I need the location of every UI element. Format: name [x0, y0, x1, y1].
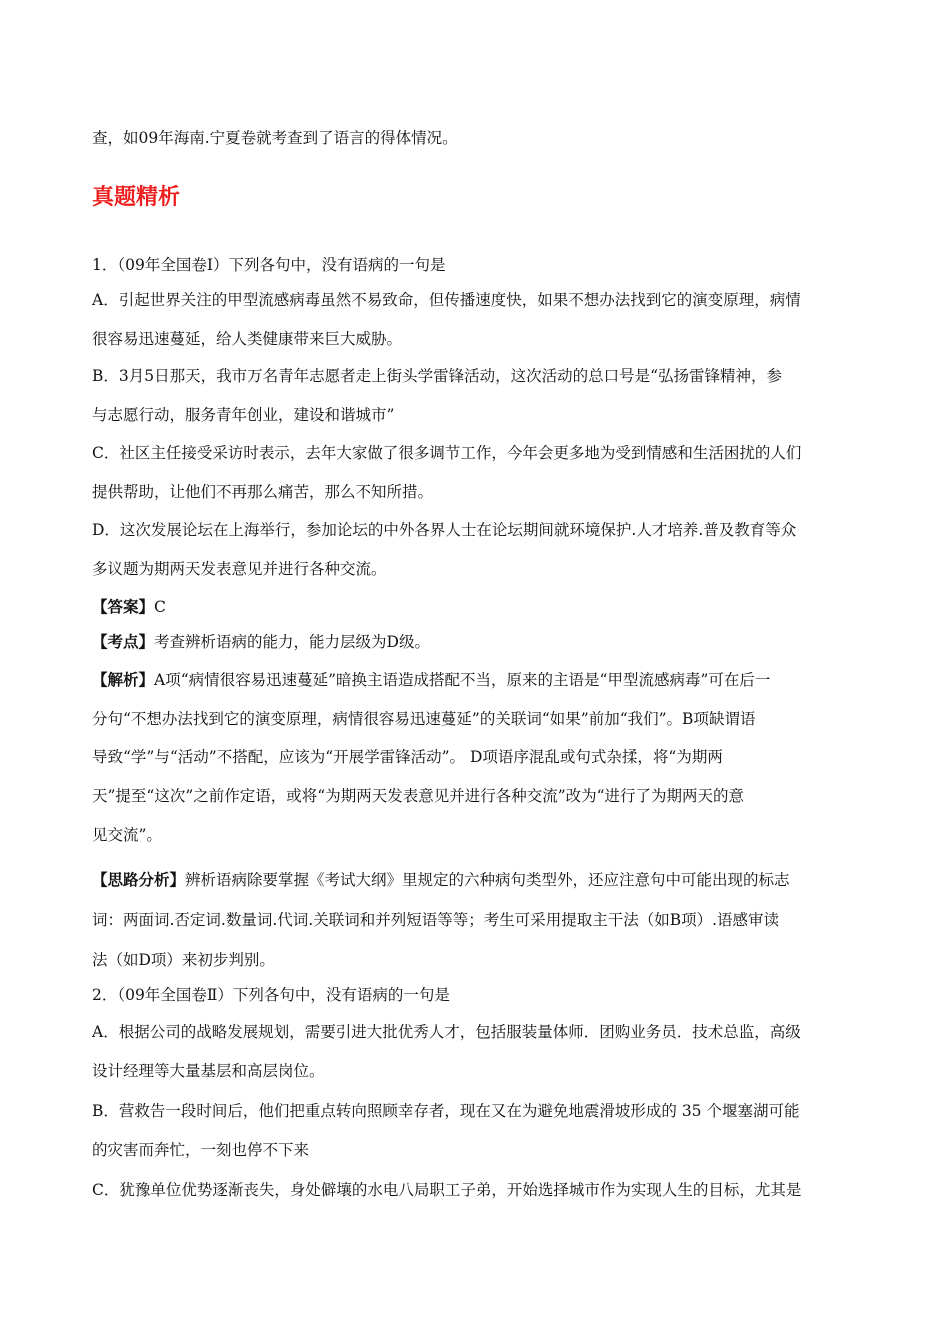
q2-option-c-line1: C．犹豫单位优势逐渐丧失，身处僻壤的水电八局职工子弟，开始选择城市作为实现人生的目标，尤其是 — [92, 1181, 802, 1199]
q1-analysis-line5: 见交流”。 — [92, 826, 162, 844]
q2-option-a-line2: 设计经理等大量基层和高层岗位。 — [92, 1062, 325, 1080]
q2-option-b-line1: B．营救告一段时间后，他们把重点转向照顾幸存者，现在又在为避免地震滑坡形成的 35 个堰塞湖可能 — [92, 1102, 800, 1120]
q2-option-b-line2: 的灾害而奔忙，一刻也停不下来 — [92, 1141, 310, 1159]
q1-option-b-line2: 与志愿行动，服务青年创业，建设和谐城市” — [92, 406, 395, 424]
q1-option-b-line1: B．3月5日那天，我市万名青年志愿者走上街头学雷锋活动，这次活动的总口号是“弘扬雷锋精神，参 — [92, 367, 783, 385]
q1-stem: 1．（09年全国卷Ⅰ）下列各句中，没有语病的一句是 — [92, 256, 446, 274]
idea-text: 辨析语病除要掌握《考试大纲》里规定的六种病句类型外，还应注意句中可能出现的标志 — [185, 871, 790, 889]
q1-option-a-line1: A．引起世界关注的甲型流感病毒虽然不易致命，但传播速度快，如果不想办法找到它的演变原理，病情 — [92, 291, 801, 309]
q1-analysis-line1 — [92, 670, 770, 690]
q1-answer — [92, 597, 166, 617]
intro-line: 查，如09年海南.宁夏卷就考查到了语言的得体情况。 — [92, 129, 458, 147]
answer-tag: 【答案】 — [92, 597, 155, 616]
answer-value: C — [154, 598, 166, 616]
q1-option-d-line1: D．这次发展论坛在上海举行，参加论坛的中外各界人士在论坛期间就环境保护.人才培养.普及教育等众 — [92, 521, 797, 539]
q1-analysis-line3: 导致“学”与“活动”不搭配，应该为“开展学雷锋活动”。 D项语序混乱或句式杂揉，将“为期两 — [92, 748, 723, 766]
point-tag: 【考点】 — [92, 632, 155, 651]
point-text: 考查辨析语病的能力，能力层级为D级。 — [154, 633, 430, 651]
q1-option-c-line2: 提供帮助，让他们不再那么痛苦，那么不知所措。 — [92, 483, 434, 501]
q1-analysis-line4: 天”提至“这次”之前作定语，或将“为期两天发表意见并进行各种交流”改为“进行了为期两天的意 — [92, 787, 745, 805]
q1-option-d-line2: 多议题为期两天发表意见并进行各种交流。 — [92, 560, 387, 578]
analysis-text: A项“病情很容易迅速蔓延”暗换主语造成搭配不当，原来的主语是“甲型流感病毒”可在后一 — [154, 671, 771, 689]
q2-option-a-line1: A．根据公司的战略发展规划，需要引进大批优秀人才，包括服装量体师．团购业务员．技术总监，高级 — [92, 1023, 801, 1041]
q1-idea-line2: 词：两面词.否定词.数量词.代词.关联词和并列短语等等；考生可采用提取主干法（如B项）.语感审读 — [92, 911, 780, 929]
q2-stem: 2．（09年全国卷Ⅱ）下列各句中，没有语病的一句是 — [92, 986, 450, 1004]
analysis-tag: 【解析】 — [92, 670, 155, 689]
q1-analysis-line2: 分句“不想办法找到它的演变原理，病情很容易迅速蔓延”的关联词“如果”前加“我们”。B项缺谓语 — [92, 710, 756, 728]
section-heading: 真题精析 — [92, 185, 181, 210]
idea-tag: 【思路分析】 — [92, 870, 186, 889]
q1-idea-line1 — [92, 870, 790, 890]
q1-option-c-line1: C．社区主任接受采访时表示，去年大家做了很多调节工作，今年会更多地为受到情感和生活困扰的人们 — [92, 444, 802, 462]
q1-option-a-line2: 很容易迅速蔓延，给人类健康带来巨大威胁。 — [92, 330, 403, 348]
q1-point — [92, 632, 430, 652]
q1-idea-line3: 法（如D项）来初步判别。 — [92, 951, 275, 969]
